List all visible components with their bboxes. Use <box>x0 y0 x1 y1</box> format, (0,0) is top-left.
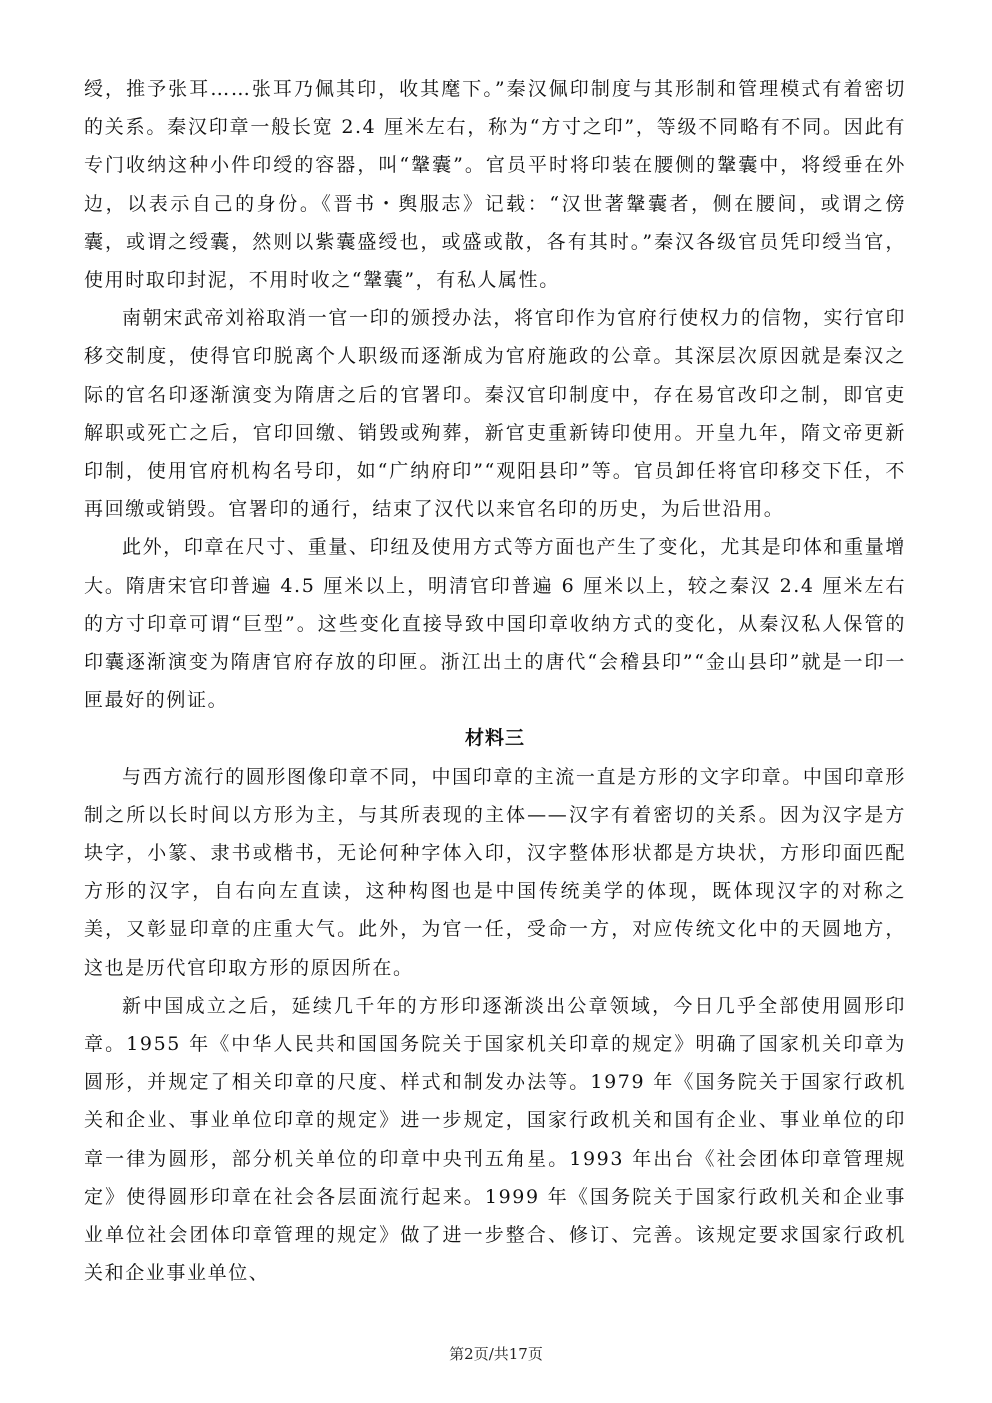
paragraph-5: 新中国成立之后，延续几千年的方形印逐渐淡出公章领域，今日几乎全部使用圆形印章。1955 年《中华人民共和国国务院关于国家机关印章的规定》明确了国家机关印章为圆形，并规定了相关印章的尺度、样式和制发办法等。1979 年《国务院关于国家行政机关和企业、事业单位印章的规定》进一步规定，国家行政机关和国有企业、事业单位的印章一律为圆形，部分机关单位的印章中央刊五角星。1993 年出台《社会团体印章管理规定》使得圆形印章在社会各层面流行起来。1999 年《国务院关于国家行政机关和企业事业单位社会团体印章管理的规定》做了进一步整合、修订、完善。该规定要求国家行政机关和企业事业单位、 <box>84 994 906 1285</box>
page-number-footer: 第2页/共17页 <box>449 1345 543 1363</box>
paragraph-4: 与西方流行的圆形图像印章不同，中国印章的主流一直是方形的文字印章。中国印章形制之所以长时间以方形为主，与其所表现的主体——汉字有着密切的关系。因为汉字是方块字，小篆、隶书或楷书，无论何种字体入印，汉字整体形状都是方块状，方形印面匹配方形的汉字，自右向左直读，这种构图也是中国传统美学的体现，既体现汉字的对称之美，又彰显印章的庄重大气。此外，为官一任，受命一方，对应传统文化中的天圆地方，这也是历代官印取方形的原因所在。 <box>84 765 906 979</box>
paragraph-3: 此外，印章在尺寸、重量、印纽及使用方式等方面也产生了变化，尤其是印体和重量增大。隋唐宋官印普遍 4.5 厘米以上，明清官印普遍 6 厘米以上，较之秦汉 2.4 厘米左右的方寸印章可谓“巨型”。这些变化直接导致中国印章收纳方式的变化，从秦汉私人保管的印囊逐渐演变为隋唐官府存放的印匣。浙江出土的唐代“会稽县印”“金山县印”就是一印一匣最好的例证。 <box>84 536 906 712</box>
paragraph-1: 绶，推予张耳……张耳乃佩其印，收其麾下。”秦汉佩印制度与其形制和管理模式有着密切的关系。秦汉印章一般长宽 2.4 厘米左右，称为“方寸之印”，等级不同略有不同。因此有专门收纳这种小件印绶的容器，叫“鞶囊”。官员平时将印装在腰侧的鞶囊中，将绶垂在外边，以表示自己的身份。《晋书・舆服志》记载：“汉世著鞶囊者，侧在腰间，或谓之傍囊，或谓之绶囊，然则以紫囊盛绶也，或盛或散，各有其时。”秦汉各级官员凭印绶当官，使用时取印封泥，不用时收之“鞶囊”，有私人属性。 <box>84 78 906 292</box>
document-body <box>84 70 906 1293</box>
section-heading-material-three: 材料三 <box>464 727 525 750</box>
paragraph-2: 南朝宋武帝刘裕取消一官一印的颁授办法，将官印作为官府行使权力的信物，实行官印移交制度，使得官印脱离个人职级而逐渐成为官府施政的公章。其深层次原因就是秦汉之际的官名印逐渐演变为隋唐之后的官署印。秦汉官印制度中，存在易官改印之制，即官吏解职或死亡之后，官印回缴、销毁或殉葬，新官吏重新铸印使用。开皇九年，隋文帝更新印制，使用官府机构名号印，如“广纳府印”“观阳县印”等。官员卸任将官印移交下任，不再回缴或销毁。官署印的通行，结束了汉代以来官名印的历史，为后世沿用。 <box>84 307 906 521</box>
